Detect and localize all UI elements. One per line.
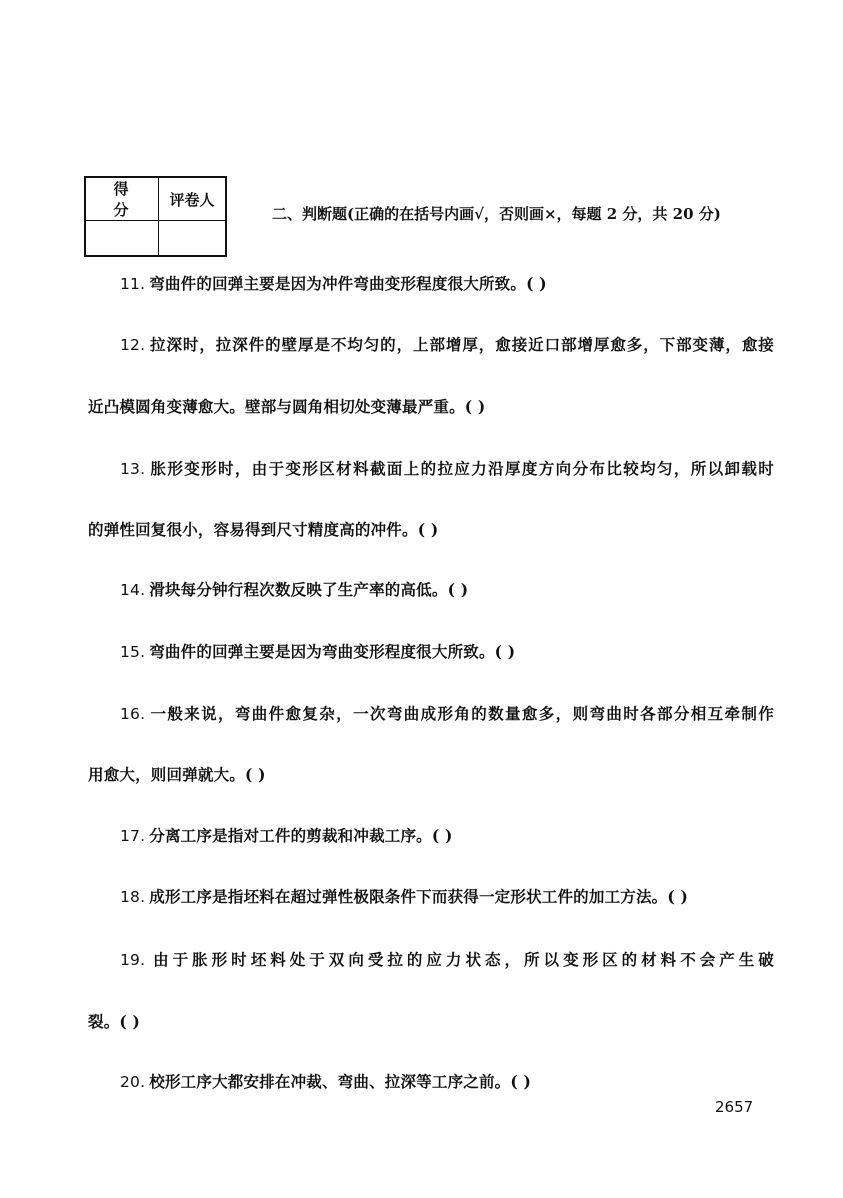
grader-header: 评卷人 xyxy=(159,177,227,221)
question-12-continued: 近凸模圆角变薄愈大。壁部与圆角相切处变薄最严重。( ) xyxy=(88,397,486,416)
question-text: 胀形变形时，由于变形区材料截面上的拉应力沿厚度方向分布比较均匀，所以卸载时 xyxy=(149,459,774,478)
section-title: 二、判断题(正确的在括号内画√，否则画×，每题 2 分，共 20 分) xyxy=(272,205,721,223)
page-number: 2657 xyxy=(715,1098,754,1116)
question-15 xyxy=(88,640,774,662)
question-text: 由于胀形时坯料处于双向受拉的应力状态，所以变形区的材料不会产生破 xyxy=(149,950,774,969)
question-19 xyxy=(88,948,774,970)
question-17 xyxy=(88,824,774,846)
question-13-continued: 的弹性回复很小，容易得到尺寸精度高的冲件。( ) xyxy=(88,520,439,539)
question-text: 弯曲件的回弹主要是因为弯曲变形程度很大所致。( ) xyxy=(149,642,516,661)
question-number: 18. xyxy=(120,888,146,906)
question-text: 分离工序是指对工件的剪裁和冲裁工序。( ) xyxy=(149,826,453,845)
question-number: 17. xyxy=(120,827,146,845)
question-text: 成形工序是指坯料在超过弹性极限条件下而获得一定形状工件的加工方法。( ) xyxy=(149,887,689,906)
question-number: 15. xyxy=(120,643,146,661)
question-12 xyxy=(88,333,774,355)
question-text: 拉深时，拉深件的壁厚是不均匀的，上部增厚，愈接近口部增厚愈多，下部变薄，愈接 xyxy=(149,335,774,354)
question-14 xyxy=(88,578,774,600)
question-11 xyxy=(88,272,774,294)
question-number: 19. xyxy=(120,951,146,969)
score-box xyxy=(84,176,227,257)
question-text: 校形工序大都安排在冲裁、弯曲、拉深等工序之前。( ) xyxy=(149,1072,532,1091)
question-number: 12. xyxy=(120,336,146,354)
score-header: 得 分 xyxy=(85,177,159,221)
question-16-continued: 用愈大，则回弹就大。( ) xyxy=(88,765,266,784)
grader-cell xyxy=(159,221,227,257)
question-text: 一般来说，弯曲件愈复杂，一次弯曲成形角的数量愈多，则弯曲时各部分相互牵制作 xyxy=(149,704,774,723)
score-cell xyxy=(85,221,159,257)
question-13 xyxy=(88,457,774,479)
question-number: 20. xyxy=(120,1073,146,1091)
question-number: 14. xyxy=(120,581,146,599)
question-19-continued: 裂。( ) xyxy=(88,1012,141,1031)
question-20 xyxy=(88,1070,774,1092)
question-text: 滑块每分钟行程次数反映了生产率的高低。( ) xyxy=(149,580,469,599)
question-text: 弯曲件的回弹主要是因为冲件弯曲变形程度很大所致。( ) xyxy=(149,274,547,293)
question-number: 11. xyxy=(120,275,146,293)
question-16 xyxy=(88,702,774,724)
question-18 xyxy=(88,885,774,907)
question-number: 13. xyxy=(120,460,146,478)
question-number: 16. xyxy=(120,705,146,723)
